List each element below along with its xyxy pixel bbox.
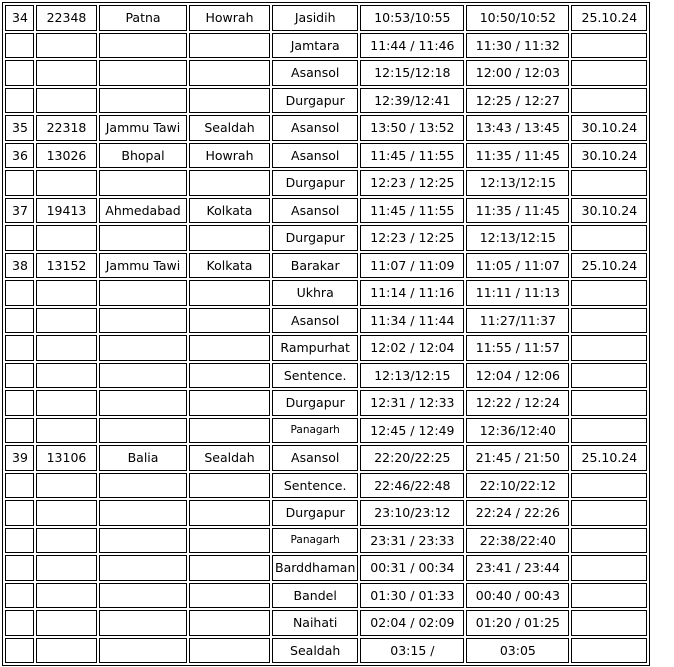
serial-number-cell: [5, 638, 34, 664]
serial-number-cell: [5, 390, 34, 416]
destination-cell: [189, 390, 270, 416]
train-number-cell: [36, 280, 97, 306]
destination-cell: Sealdah: [189, 115, 270, 141]
station-cell: Asansol: [272, 445, 358, 471]
table-row: [5, 555, 647, 581]
existing-timing-cell: 11:45 / 11:55: [360, 198, 464, 224]
train-number-cell: [36, 88, 97, 114]
destination-cell: [189, 473, 270, 499]
revised-timing-cell: 22:24 / 22:26: [466, 500, 569, 526]
effective-date-cell: [571, 88, 647, 114]
destination-cell: Howrah: [189, 5, 270, 31]
existing-timing-cell: 22:46/22:48: [360, 473, 464, 499]
train-number-cell: [36, 610, 97, 636]
revised-timing-cell: 22:10/22:12: [466, 473, 569, 499]
destination-cell: Kolkata: [189, 253, 270, 279]
revised-timing-cell: 11:35 / 11:45: [466, 198, 569, 224]
serial-number-cell: [5, 88, 34, 114]
origin-cell: [99, 280, 187, 306]
train-number-cell: [36, 528, 97, 554]
revised-timing-cell: 12:36/12:40: [466, 418, 569, 444]
station-cell: Durgapur: [272, 500, 358, 526]
existing-timing-cell: 10:53/10:55: [360, 5, 464, 31]
station-cell: Ukhra: [272, 280, 358, 306]
serial-number-cell: [5, 33, 34, 59]
station-cell: Sentence.: [272, 363, 358, 389]
origin-cell: [99, 88, 187, 114]
train-number-cell: [36, 583, 97, 609]
table-row: [5, 473, 647, 499]
effective-date-cell: [571, 170, 647, 196]
table-row: [5, 390, 647, 416]
revised-timing-cell: 11:30 / 11:32: [466, 33, 569, 59]
revised-timing-cell: 11:11 / 11:13: [466, 280, 569, 306]
effective-date-cell: [571, 500, 647, 526]
station-cell: Panagarh: [272, 418, 358, 444]
train-number-cell: [36, 335, 97, 361]
revised-timing-cell: 10:50/10:52: [466, 5, 569, 31]
effective-date-cell: [571, 583, 647, 609]
table-row: [5, 335, 647, 361]
existing-timing-cell: 12:23 / 12:25: [360, 170, 464, 196]
existing-timing-cell: 13:50 / 13:52: [360, 115, 464, 141]
train-number-cell: [36, 555, 97, 581]
origin-cell: [99, 335, 187, 361]
table-row: [5, 500, 647, 526]
revised-timing-cell: 12:00 / 12:03: [466, 60, 569, 86]
revised-timing-cell: 12:04 / 12:06: [466, 363, 569, 389]
effective-date-cell: 30.10.24: [571, 143, 647, 169]
effective-date-cell: [571, 528, 647, 554]
train-number-cell: [36, 390, 97, 416]
effective-date-cell: [571, 225, 647, 251]
effective-date-cell: 25.10.24: [571, 5, 647, 31]
existing-timing-cell: 11:34 / 11:44: [360, 308, 464, 334]
train-number-cell: [36, 500, 97, 526]
serial-number-cell: 35: [5, 115, 34, 141]
train-number-cell: 13106: [36, 445, 97, 471]
revised-timing-cell: 12:25 / 12:27: [466, 88, 569, 114]
effective-date-cell: [571, 610, 647, 636]
origin-cell: [99, 638, 187, 664]
destination-cell: Kolkata: [189, 198, 270, 224]
train-number-cell: [36, 308, 97, 334]
origin-cell: Balia: [99, 445, 187, 471]
table-row: [5, 115, 647, 141]
serial-number-cell: [5, 308, 34, 334]
table-row: [5, 445, 647, 471]
origin-cell: [99, 363, 187, 389]
station-cell: Asansol: [272, 143, 358, 169]
station-cell: Durgapur: [272, 170, 358, 196]
train-number-cell: 22318: [36, 115, 97, 141]
table-row: [5, 60, 647, 86]
destination-cell: Howrah: [189, 143, 270, 169]
table-row: [5, 225, 647, 251]
station-cell: Asansol: [272, 198, 358, 224]
origin-cell: [99, 555, 187, 581]
origin-cell: Patna: [99, 5, 187, 31]
effective-date-cell: 30.10.24: [571, 198, 647, 224]
effective-date-cell: [571, 418, 647, 444]
table-row: [5, 170, 647, 196]
revised-timing-cell: 13:43 / 13:45: [466, 115, 569, 141]
destination-cell: [189, 583, 270, 609]
station-cell: Rampurhat: [272, 335, 358, 361]
station-cell: Bandel: [272, 583, 358, 609]
timetable: [2, 2, 650, 666]
origin-cell: [99, 33, 187, 59]
station-cell: Asansol: [272, 308, 358, 334]
destination-cell: [189, 418, 270, 444]
effective-date-cell: [571, 473, 647, 499]
station-cell: Durgapur: [272, 88, 358, 114]
serial-number-cell: [5, 363, 34, 389]
destination-cell: [189, 638, 270, 664]
destination-cell: [189, 500, 270, 526]
serial-number-cell: [5, 60, 34, 86]
station-cell: Sentence.: [272, 473, 358, 499]
station-cell: Durgapur: [272, 225, 358, 251]
train-number-cell: [36, 638, 97, 664]
table-row: [5, 583, 647, 609]
existing-timing-cell: 03:15 /: [360, 638, 464, 664]
destination-cell: [189, 88, 270, 114]
train-number-cell: [36, 33, 97, 59]
effective-date-cell: [571, 638, 647, 664]
effective-date-cell: [571, 308, 647, 334]
table-row: [5, 308, 647, 334]
revised-timing-cell: 01:20 / 01:25: [466, 610, 569, 636]
serial-number-cell: 37: [5, 198, 34, 224]
revised-timing-cell: 00:40 / 00:43: [466, 583, 569, 609]
train-number-cell: [36, 225, 97, 251]
existing-timing-cell: 02:04 / 02:09: [360, 610, 464, 636]
station-cell: Durgapur: [272, 390, 358, 416]
existing-timing-cell: 12:15/12:18: [360, 60, 464, 86]
train-number-cell: [36, 418, 97, 444]
revised-timing-cell: 12:13/12:15: [466, 225, 569, 251]
revised-timing-cell: 22:38/22:40: [466, 528, 569, 554]
effective-date-cell: [571, 33, 647, 59]
revised-timing-cell: 23:41 / 23:44: [466, 555, 569, 581]
serial-number-cell: [5, 335, 34, 361]
existing-timing-cell: 11:07 / 11:09: [360, 253, 464, 279]
destination-cell: [189, 363, 270, 389]
table-row: [5, 198, 647, 224]
revised-timing-cell: 12:13/12:15: [466, 170, 569, 196]
origin-cell: Jammu Tawi: [99, 115, 187, 141]
destination-cell: [189, 308, 270, 334]
serial-number-cell: [5, 418, 34, 444]
train-number-cell: [36, 363, 97, 389]
revised-timing-cell: 11:35 / 11:45: [466, 143, 569, 169]
station-cell: Barakar: [272, 253, 358, 279]
existing-timing-cell: 23:31 / 23:33: [360, 528, 464, 554]
serial-number-cell: [5, 583, 34, 609]
origin-cell: [99, 60, 187, 86]
station-cell: Naihati: [272, 610, 358, 636]
table-row: [5, 5, 647, 31]
station-cell: Jasidih: [272, 5, 358, 31]
table-row: [5, 418, 647, 444]
origin-cell: [99, 170, 187, 196]
table-row: [5, 33, 647, 59]
train-number-cell: 13152: [36, 253, 97, 279]
origin-cell: Jammu Tawi: [99, 253, 187, 279]
existing-timing-cell: 12:31 / 12:33: [360, 390, 464, 416]
destination-cell: [189, 170, 270, 196]
serial-number-cell: 38: [5, 253, 34, 279]
train-number-cell: [36, 60, 97, 86]
table-row: [5, 638, 647, 664]
existing-timing-cell: 11:45 / 11:55: [360, 143, 464, 169]
table-row: [5, 528, 647, 554]
effective-date-cell: [571, 280, 647, 306]
table-row: [5, 253, 647, 279]
origin-cell: [99, 500, 187, 526]
destination-cell: [189, 33, 270, 59]
train-number-cell: [36, 170, 97, 196]
existing-timing-cell: 12:02 / 12:04: [360, 335, 464, 361]
effective-date-cell: 30.10.24: [571, 115, 647, 141]
origin-cell: [99, 225, 187, 251]
origin-cell: [99, 583, 187, 609]
serial-number-cell: [5, 528, 34, 554]
destination-cell: [189, 60, 270, 86]
effective-date-cell: 25.10.24: [571, 445, 647, 471]
station-cell: Asansol: [272, 60, 358, 86]
existing-timing-cell: 12:45 / 12:49: [360, 418, 464, 444]
origin-cell: Bhopal: [99, 143, 187, 169]
destination-cell: [189, 280, 270, 306]
existing-timing-cell: 11:14 / 11:16: [360, 280, 464, 306]
destination-cell: [189, 335, 270, 361]
station-cell: Panagarh: [272, 528, 358, 554]
existing-timing-cell: 12:13/12:15: [360, 363, 464, 389]
existing-timing-cell: 23:10/23:12: [360, 500, 464, 526]
existing-timing-cell: 12:39/12:41: [360, 88, 464, 114]
train-number-cell: 22348: [36, 5, 97, 31]
origin-cell: Ahmedabad: [99, 198, 187, 224]
revised-timing-cell: 11:55 / 11:57: [466, 335, 569, 361]
origin-cell: [99, 418, 187, 444]
serial-number-cell: [5, 555, 34, 581]
serial-number-cell: [5, 500, 34, 526]
effective-date-cell: [571, 335, 647, 361]
table-row: [5, 610, 647, 636]
existing-timing-cell: 01:30 / 01:33: [360, 583, 464, 609]
table-row: [5, 363, 647, 389]
serial-number-cell: 34: [5, 5, 34, 31]
serial-number-cell: [5, 473, 34, 499]
table-row: [5, 88, 647, 114]
existing-timing-cell: 12:23 / 12:25: [360, 225, 464, 251]
train-number-cell: [36, 473, 97, 499]
effective-date-cell: [571, 555, 647, 581]
effective-date-cell: [571, 390, 647, 416]
effective-date-cell: 25.10.24: [571, 253, 647, 279]
revised-timing-cell: 12:22 / 12:24: [466, 390, 569, 416]
origin-cell: [99, 610, 187, 636]
table-row: [5, 280, 647, 306]
revised-timing-cell: 11:05 / 11:07: [466, 253, 569, 279]
serial-number-cell: [5, 225, 34, 251]
serial-number-cell: [5, 170, 34, 196]
destination-cell: [189, 225, 270, 251]
timetable-body: [5, 5, 647, 663]
existing-timing-cell: 22:20/22:25: [360, 445, 464, 471]
destination-cell: [189, 555, 270, 581]
serial-number-cell: 39: [5, 445, 34, 471]
revised-timing-cell: 21:45 / 21:50: [466, 445, 569, 471]
destination-cell: [189, 528, 270, 554]
existing-timing-cell: 00:31 / 00:34: [360, 555, 464, 581]
origin-cell: [99, 308, 187, 334]
table-row: [5, 143, 647, 169]
train-number-cell: 13026: [36, 143, 97, 169]
destination-cell: [189, 610, 270, 636]
serial-number-cell: 36: [5, 143, 34, 169]
station-cell: Jamtara: [272, 33, 358, 59]
train-number-cell: 19413: [36, 198, 97, 224]
origin-cell: [99, 528, 187, 554]
destination-cell: Sealdah: [189, 445, 270, 471]
serial-number-cell: [5, 610, 34, 636]
origin-cell: [99, 473, 187, 499]
existing-timing-cell: 11:44 / 11:46: [360, 33, 464, 59]
station-cell: Asansol: [272, 115, 358, 141]
station-cell: Sealdah: [272, 638, 358, 664]
origin-cell: [99, 390, 187, 416]
serial-number-cell: [5, 280, 34, 306]
effective-date-cell: [571, 363, 647, 389]
revised-timing-cell: 11:27/11:37: [466, 308, 569, 334]
effective-date-cell: [571, 60, 647, 86]
revised-timing-cell: 03:05: [466, 638, 569, 664]
station-cell: Barddhaman: [272, 555, 358, 581]
